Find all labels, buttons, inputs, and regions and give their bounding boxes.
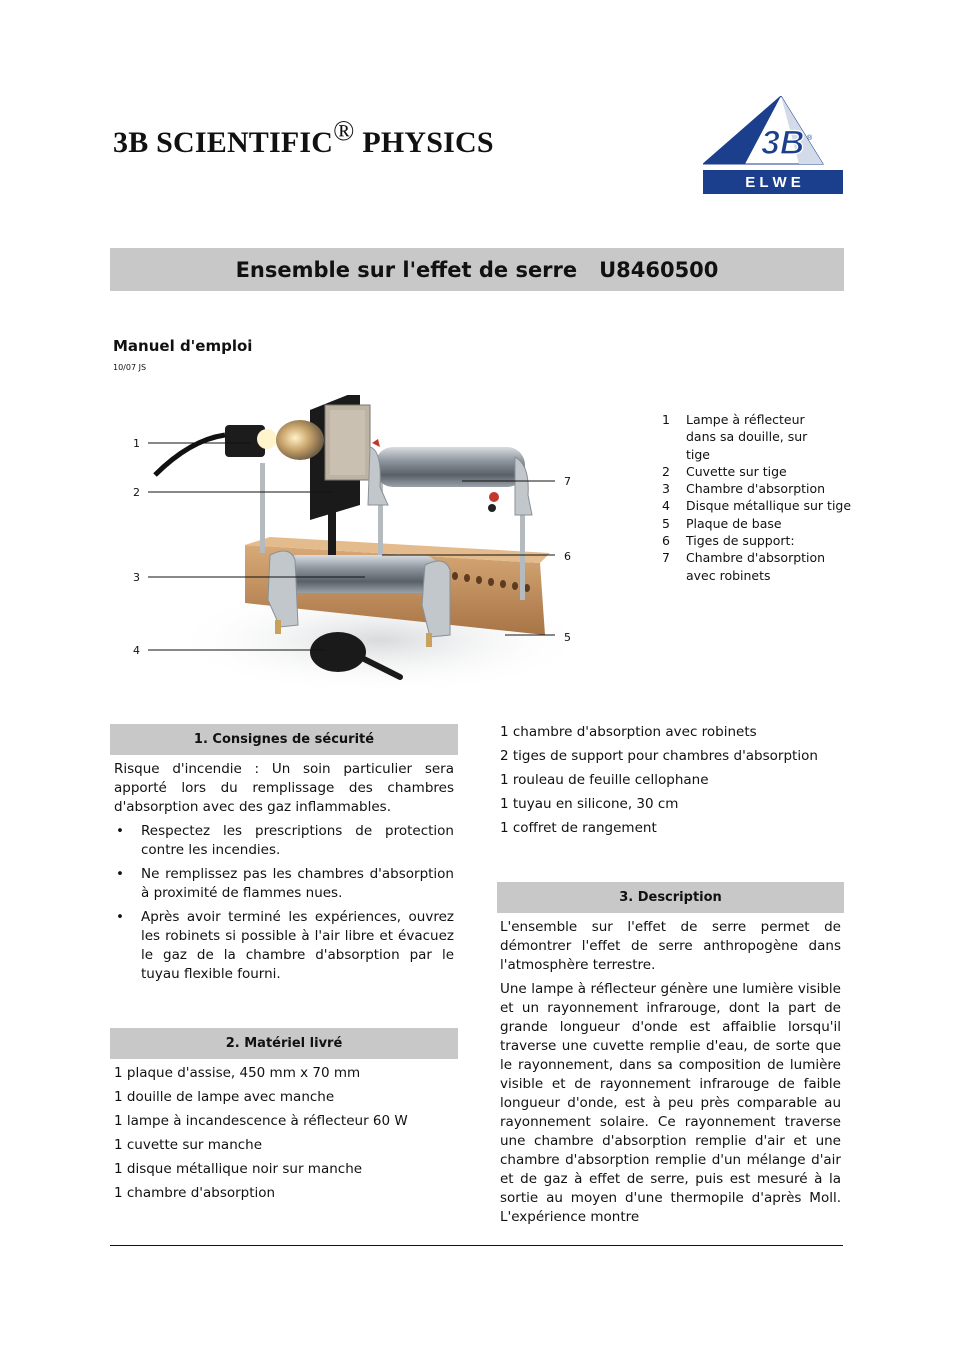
legend-item (662, 515, 852, 532)
safety-bullets (114, 822, 454, 984)
legend-item (662, 480, 852, 497)
legend-number: 6 (662, 533, 670, 549)
brand-tail: PHYSICS (354, 126, 494, 159)
footer-rule (110, 1245, 843, 1246)
section-heading-description: 3. Description (497, 882, 844, 913)
legend-item (662, 411, 852, 463)
logo-registered-mark: ® (807, 135, 813, 142)
page-title: Ensemble sur l'effet de serre U8460500 (235, 257, 719, 282)
material-list-continued (500, 723, 844, 843)
material-item: 1 cuvette sur manche (114, 1137, 263, 1153)
material-item: 1 tuyau en silicone, 30 cm (500, 796, 679, 812)
material-item: 1 lampe à incandescence à réflecteur 60 W (114, 1113, 408, 1129)
callout-7: 7 (564, 475, 571, 488)
description-paragraph: L'ensemble sur l'effet de serre permet de démontrer l'effet de serre anthropogène dans l'atmosphère terrestre. (500, 919, 841, 973)
legend-item (662, 497, 852, 514)
legend-number: 3 (662, 481, 670, 497)
legend-item (662, 532, 852, 549)
safety-bullet: • Ne remplissez pas les chambres d'absorption à proximité de flammes nues. (114, 865, 454, 903)
apparatus-figure (120, 395, 590, 690)
safety-bullet: • Respectez les prescriptions de protection contre les incendies. (114, 822, 454, 860)
legend-text: Chambre d'absorption (686, 481, 826, 497)
brand-main: 3B SCIENTIFIC (113, 126, 334, 159)
description-paragraph: Une lampe à réflecteur génère une lumière visible et un rayonnement infrarouge, dont la part de grande longueur d'onde est affaiblie lorsqu'il traverse une cuvette remplie d'eau, de sorte que le rayonnement, dans sa composition de lumière visible et de rayonnement infrarouge de faible longueur d'onde, est à peu près comparable au rayonnement solaire. Ce rayonnement traverse une chambre d'absorption remplie d'air et une chambre d'absorption remplie d'un mélange d'air et de gaz à effet de serre, puis est mesuré à la sortie au moyen d'une thermopile d'après Moll. L'expérience montre (500, 981, 841, 1225)
figure-legend (662, 411, 852, 584)
callout-3: 3 (133, 571, 140, 584)
logo-mark: 3B (761, 124, 805, 162)
legend-item (662, 463, 852, 480)
callout-5: 5 (564, 631, 571, 644)
manual-heading: Manuel d'emploi (113, 337, 253, 355)
section-heading-safety: 1. Consignes de sécurité (110, 724, 458, 755)
material-item: 1 chambre d'absorption avec robinets (500, 724, 757, 740)
legend-text: Plaque de base (686, 515, 782, 531)
legend-text: Tiges de support: (686, 533, 795, 549)
safety-intro: Risque d'incendie : Un soin particulier sera apporté lors du remplissage des chambres d'absorption avec des gaz inflammables. (114, 761, 454, 815)
callout-4: 4 (133, 644, 140, 657)
material-list (114, 1064, 454, 1208)
callout-6: 6 (564, 550, 571, 563)
section-heading-material: 2. Matériel livré (110, 1028, 458, 1059)
legend-number: 4 (662, 498, 670, 514)
material-item: 1 rouleau de feuille cellophane (500, 772, 709, 788)
legend-text: Lampe à réflecteur dans sa douille, sur tige (686, 412, 808, 462)
section-safety-body (114, 760, 454, 989)
section-description-body (500, 918, 841, 1232)
legend-text: Disque métallique sur tige (686, 498, 852, 514)
material-item: 1 douille de lampe avec manche (114, 1089, 335, 1105)
brand-registered-mark: ® (333, 116, 355, 147)
legend-number: 1 (662, 412, 670, 427)
callout-1: 1 (133, 437, 140, 450)
callout-2: 2 (133, 486, 140, 499)
material-item: 1 plaque d'assise, 450 mm x 70 mm (114, 1065, 361, 1081)
material-item: 1 coffret de rangement (500, 820, 657, 836)
legend-number: 2 (662, 463, 670, 479)
brand-title (113, 116, 494, 160)
version-code: 10/07 JS (113, 363, 147, 372)
legend-number: 7 (662, 550, 670, 566)
legend-text: Cuvette sur tige (686, 463, 787, 479)
material-item: 1 disque métallique noir sur manche (114, 1161, 363, 1177)
legend-text: Chambre d'absorption avec robinets (686, 550, 826, 583)
material-item: 1 chambre d'absorption (114, 1185, 276, 1201)
legend-item (662, 549, 852, 584)
safety-bullet: • Après avoir terminé les expériences, ouvrez les robinets si possible à l'air libre et évacuez le gaz de la chambre d'absorption par le tuyau flexible fourni. (114, 908, 454, 984)
title-bar (110, 248, 844, 291)
logo-text: E L W E (745, 174, 801, 191)
material-item: 2 tiges de support pour chambres d'absorption (500, 748, 818, 764)
elwe-logo (703, 96, 843, 194)
legend-number: 5 (662, 515, 670, 531)
